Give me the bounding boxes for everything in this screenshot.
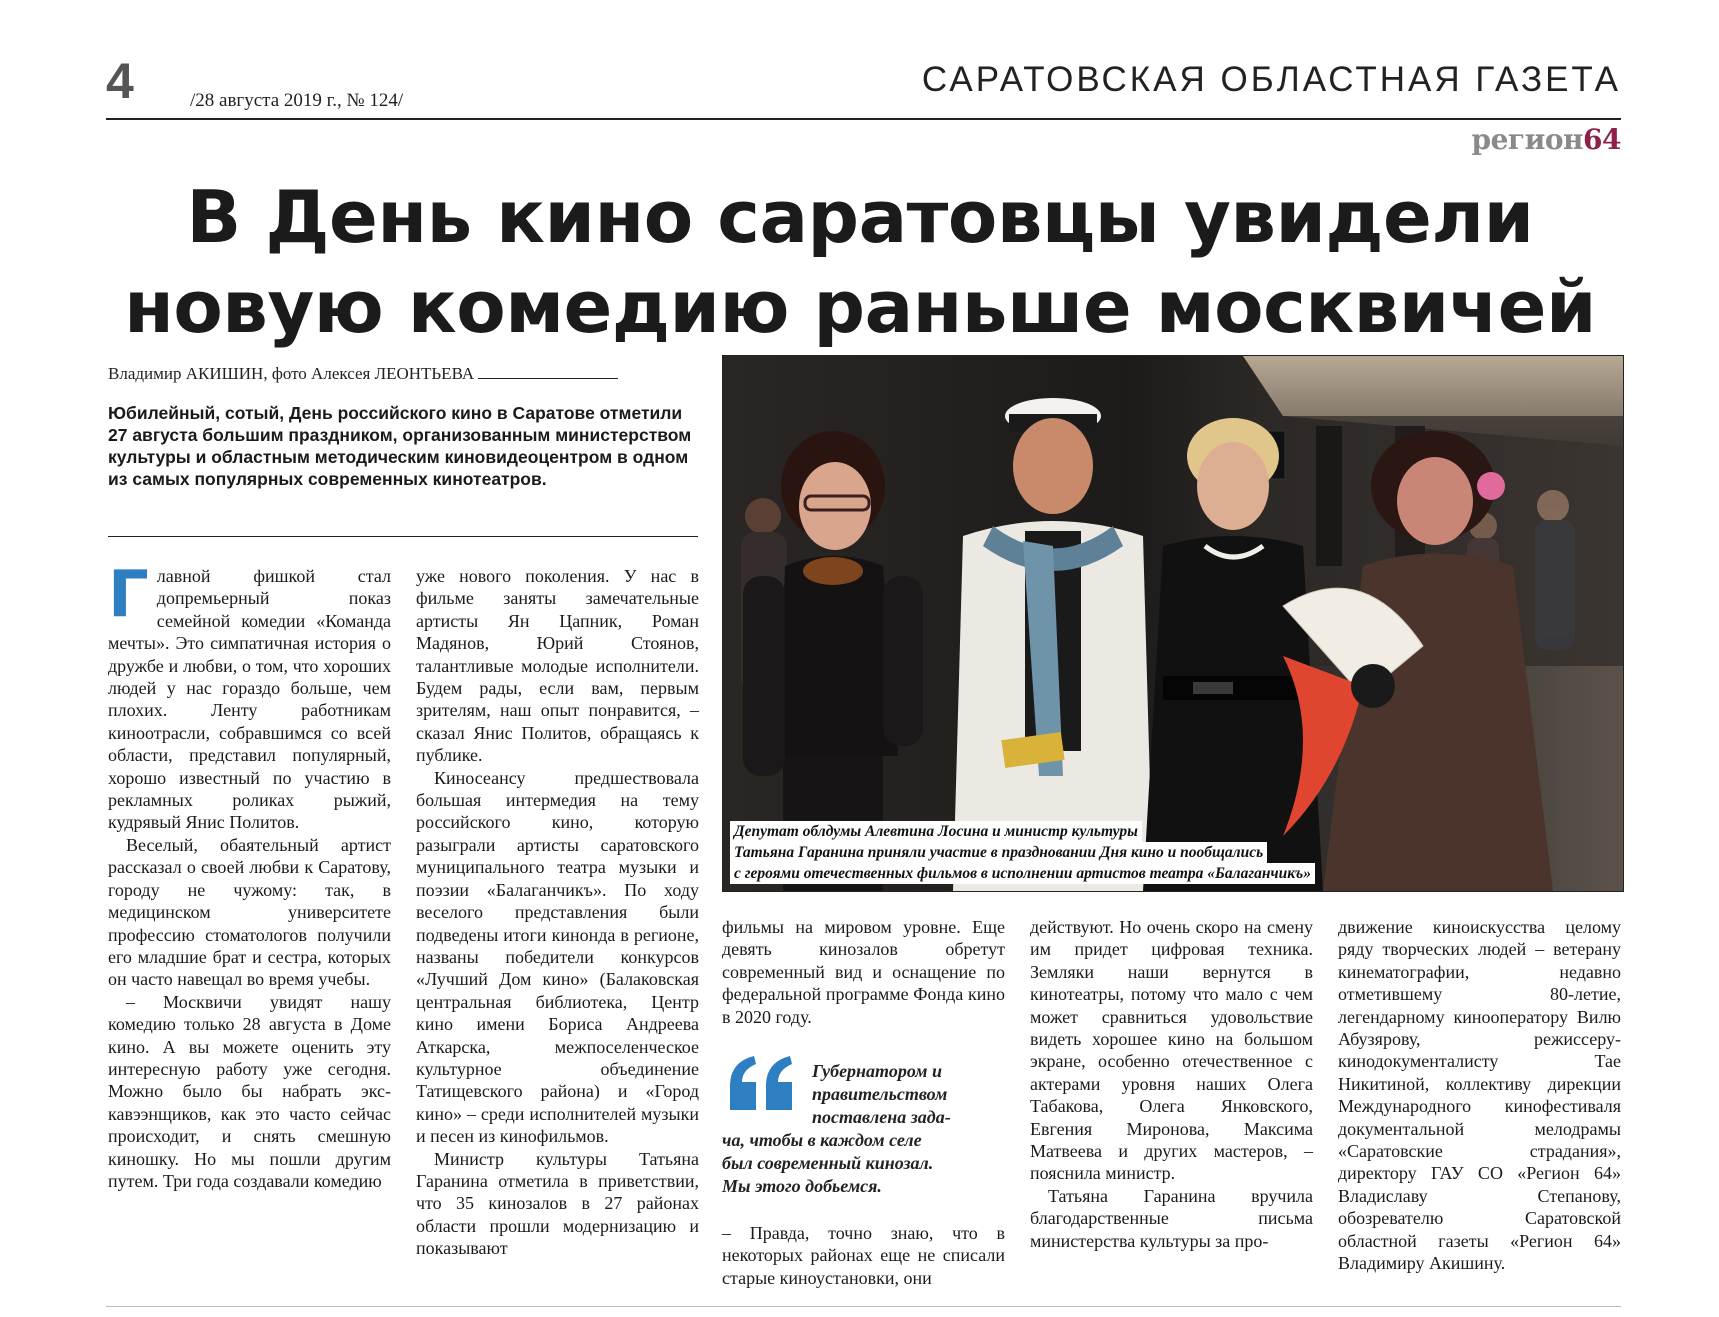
text-column-3 — [722, 916, 1005, 1028]
bottom-rule — [106, 1306, 1621, 1307]
text-column-3-end — [722, 1222, 1005, 1289]
region-logo — [1471, 123, 1621, 156]
quote-line: правительством — [812, 1084, 948, 1104]
quote-line: Мы этого добьемся. — [722, 1176, 882, 1196]
newspaper-masthead: САРАТОВСКАЯ ОБЛАСТНАЯ ГАЗЕТА — [921, 60, 1621, 99]
text-column-1 — [108, 558, 391, 1192]
region-logo-number: 64 — [1583, 123, 1621, 156]
caption-line-1: Депутат облдумы Алевтина Лосина и министр культуры — [730, 821, 1142, 842]
quote-line: был современный кинозал. — [722, 1153, 934, 1173]
lead-rule — [108, 536, 698, 537]
drop-cap: Г — [108, 558, 149, 632]
pull-quote — [722, 1060, 1018, 1198]
paragraph: Киносеансу предшествовала большая интермедия на тему российского кино, которую разыграли артисты саратовского муниципального театра музыки и поэзии «Балаганчикъ». По ходу веселого представления были подведены итоги кинонда в регионе, названы победители конкурсов «Лучший Дом кино» (Балаковская центральная библиотека, Центр кино имени Бориса Андреева Аткарска, межпоселенческое культурное объединение Татищевского района) и «Город кино» – среди исполнителей музыки и песен из кинофильмов. — [416, 767, 699, 1147]
paragraph: Татьяна Гаранина вручила благодарственные письма министерства культуры за про- — [1030, 1185, 1313, 1251]
text-column-5 — [1338, 916, 1621, 1275]
paragraph: движение киноискусства целому ряду творческих людей – ветерану кинематографии, недавно отметившему 80-летие, легендарному кинооператору Вилю Абузярову, режиссеру-кинодокументалисту Тае Никитиной, коллективу дирекции Международного кинофестиваля документальной мелодрамы «Саратовские страдания», директору ГАУ СО «Регион 64» Владиславу Степанову, обозревателю Саратовской областной газеты «Регион 64» Владимиру Акишину. — [1338, 917, 1621, 1274]
paragraph: Главной фишкой стал допремьерный показ семейной комедии «Команда мечты». Это симпатичная история о дружбе и любви, о том, что хороших людей у нас гораздо больше, чем плохих. Ленту работникам киноотрасли, собравшимся со всей области, представил популярный, хорошо известный по участию в рекламных роликах рыжий, кудрявый Янис Политов. — [108, 558, 391, 833]
text-column-4 — [1030, 916, 1313, 1252]
byline-text: Владимир АКИШИН, фото Алексея ЛЕОНТЬЕВА — [108, 364, 475, 383]
byline-rule — [478, 378, 618, 379]
headline-line-1: В День кино саратовцы увидели — [186, 175, 1534, 259]
paragraph: – Москвичи увидят нашу комедию только 28 августа в Доме кино. А вы можете оценить эту интересную работу уже сегодня. Можно было бы набрать экс-кавээнщиков, как это часто сейчас происходит, и снять смешную киношку. Но мы пошли другим путем. Три года создавали комедию — [108, 991, 391, 1191]
header-rule — [106, 118, 1621, 120]
caption-line-2: Татьяна Гаранина приняли участие в праздновании Дня кино и пообщались — [730, 842, 1267, 863]
paragraph: уже нового поколения. У нас в фильме заняты замечательные артисты Ян Цапник, Роман Мадянов, Юрий Стоянов, талантливые молодые исполнители. Будем рады, если вам, первым зрителям, наш опыт понравится, – сказал Янис Политов, обращаясь к публике. — [416, 566, 699, 766]
article-photo — [722, 355, 1624, 892]
text-column-2 — [416, 565, 699, 1260]
photo-caption — [730, 821, 1315, 884]
quote-line: поставлена зада- — [812, 1107, 951, 1127]
byline — [108, 364, 698, 384]
page-number: 4 — [106, 53, 134, 109]
region-logo-word: регион — [1471, 123, 1584, 156]
quote-line: ча, чтобы в каждом селе — [722, 1130, 922, 1150]
paragraph: Веселый, обаятельный артист рассказал о своей любви к Саратову, городу не чужому: так, в медицинском университете профессию стоматологов получили его младшие брат и сестра, которых он часто навещал во время учебы. — [108, 834, 391, 990]
article-lead: Юбилейный, сотый, День российского кино в Саратове отметили 27 августа большим праздником, организованным министерством культуры и областным методическим киновидеоцентром в одном из самых популярных современных кинотеатров. — [108, 403, 692, 489]
paragraph: – Правда, точно знаю, что в некоторых районах еще не списали старые киноустановки, они — [722, 1223, 1005, 1288]
paragraph: Министр культуры Татьяна Гаранина отметила в приветствии, что 35 кинозалов в 27 районах области прошли модернизацию и показывают — [416, 1148, 699, 1259]
cinema-event-photo — [723, 356, 1623, 891]
caption-line-3: с героями отечественных фильмов в исполнении артистов театра «Балаганчикъ» — [730, 863, 1315, 884]
paragraph: фильмы на мировом уровне. Еще девять кинозалов обретут современный вид и оснащение по федеральной программе Фонда кино в 2020 году. — [722, 917, 1005, 1027]
issue-date: /28 августа 2019 г., № 124/ — [190, 90, 404, 111]
paragraph: действуют. Но очень скоро на смену им придет цифровая техника. Земляки наши вернутся в кинотеатры, потому что мало с чем может сравниться удовольствие видеть хорошее кино на большом экране, особенно отечественное с актерами уровня наших Олега Табакова, Олега Янковского, Евгения Миронова, Максима Матвеева и других мастеров, – пояснила министр. — [1030, 917, 1313, 1184]
headline-line-2: новую комедию раньше москвичей — [124, 265, 1596, 349]
quote-line: Губернатором и — [812, 1061, 942, 1081]
article-headline — [60, 172, 1660, 352]
